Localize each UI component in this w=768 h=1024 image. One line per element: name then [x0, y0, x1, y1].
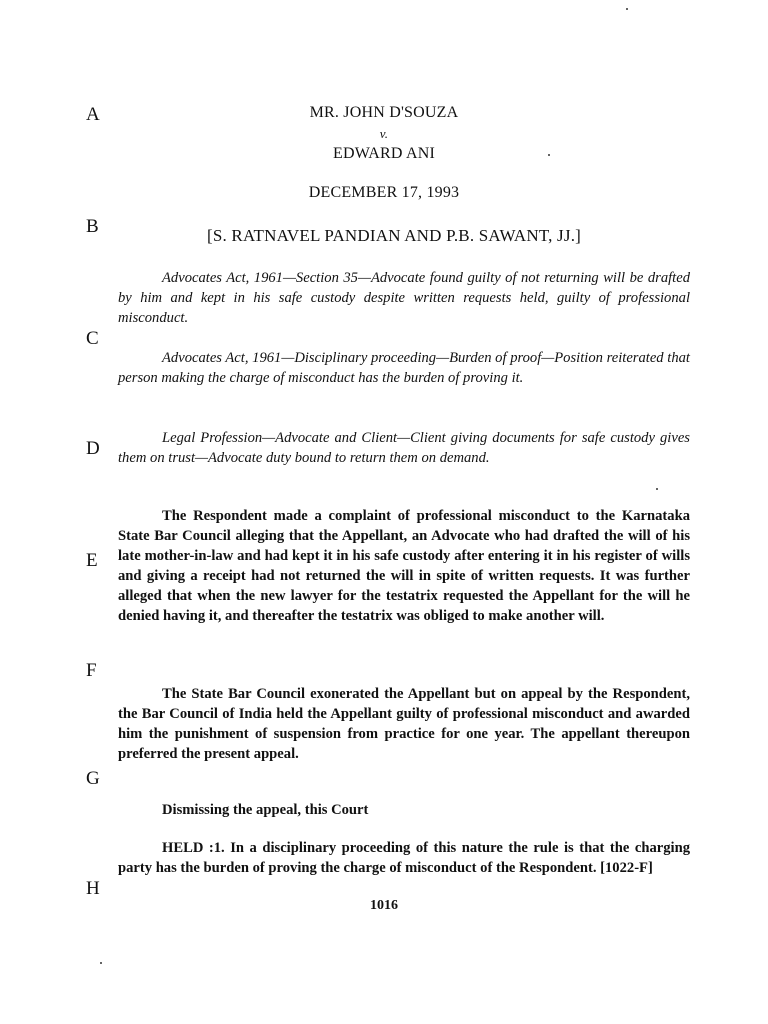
respondent-name: EDWARD ANI: [333, 145, 435, 162]
scan-speck: [100, 962, 102, 964]
facts-paragraph-2: The State Bar Council exonerated the Appellant but on appeal by the Respondent, the Bar Council of India held the Appellant guilty of professional misconduct and awarded him the punishment of suspension from practice for one year. The appellant thereupon preferred the present appeal.: [118, 686, 690, 762]
margin-letter-b: B: [86, 216, 99, 237]
scan-speck: [548, 154, 550, 156]
headnote-1: Advocates Act, 1961—Section 35—Advocate found guilty of not returning will be drafted by him and kept in his safe custody despite written requests held, guilty of professional misconduct.: [118, 270, 690, 326]
versus-label: v.: [379, 126, 389, 141]
margin-letter-h: H: [86, 878, 100, 899]
margin-letter-f: F: [86, 660, 97, 681]
page-number: 1016: [370, 898, 398, 913]
headnote-2: Advocates Act, 1961—Disciplinary proceeding—Burden of proof—Position reiterated that person making the charge of misconduct has the burden of proving it.: [118, 350, 690, 386]
margin-letter-g: G: [86, 768, 100, 789]
dismissal-line: Dismissing the appeal, this Court: [162, 802, 369, 818]
margin-letter-d: D: [86, 438, 100, 459]
held-paragraph: HELD :1. In a disciplinary proceeding of this nature the rule is that the charging party has the burden of proving the charge of misconduct of the Respondent. [1022-F]: [118, 840, 690, 876]
margin-letter-e: E: [86, 550, 98, 571]
scan-speck: [656, 488, 658, 490]
margin-letter-c: C: [86, 328, 99, 349]
headnote-3: Legal Profession—Advocate and Client—Client giving documents for safe custody gives them on trust—Advocate duty bound to return them on demand.: [118, 430, 690, 466]
scan-speck: [626, 8, 628, 10]
margin-letter-a: A: [86, 104, 100, 125]
facts-paragraph-1: The Respondent made a complaint of professional misconduct to the Karnataka State Bar Council alleging that the Appellant, an Advocate who had drafted the will of his late mother-in-law and had kept it in his safe custody after entering it in his register of wills and giving a receipt had not returned the will in spite of written requests. It was further alleged that when the new lawyer for the testatrix requested the Appellant for the will he denied having it, and thereafter the testatrix was obliged to make another will.: [118, 508, 690, 624]
bench-judges: [S. RATNAVEL PANDIAN AND P.B. SAWANT, JJ.]: [207, 226, 581, 245]
judgment-date: DECEMBER 17, 1993: [308, 184, 460, 201]
appellant-name: MR. JOHN D'SOUZA: [309, 104, 459, 121]
